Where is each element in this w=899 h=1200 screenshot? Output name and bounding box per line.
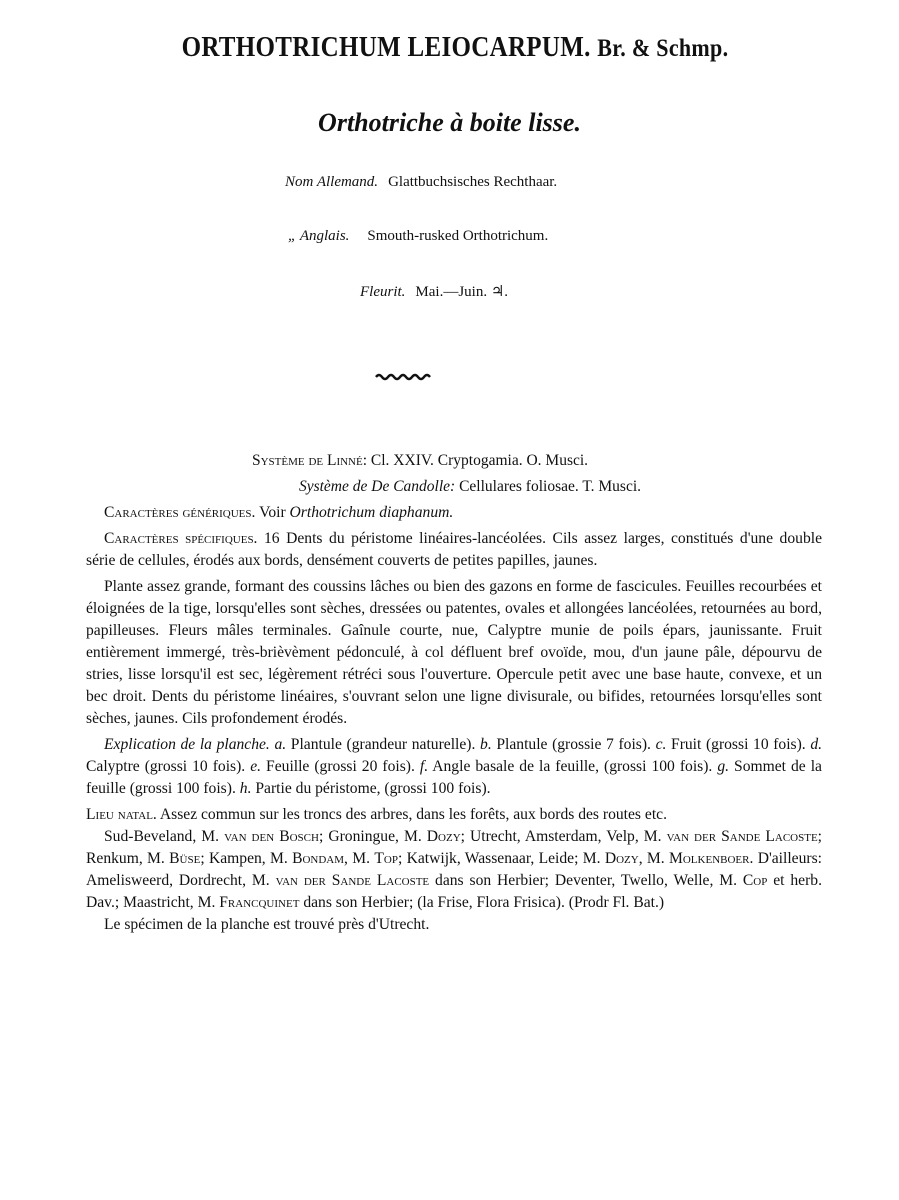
generic-text: Voir [259,504,286,521]
collector-name: Dozy [426,828,461,845]
locality-text: , M. [638,850,669,867]
linne-system [10,452,830,470]
locality-text: . D'ailleurs: Amelisweerd, Dordrecht, M. [86,850,822,889]
fig-text: Plantule (grandeur naturelle). [290,736,476,753]
collector-name: Top [374,850,398,867]
fig-letter: c. [655,736,667,753]
candolle-value: Cellulares foliosae. T. Musci. [459,478,642,495]
fig-letter: a. [274,736,287,753]
english-name-label: „ Anglais. [288,228,350,244]
fig-text: Fruit (grossi 10 fois). [671,736,806,753]
locality-text: ; Utrecht, Amsterdam, Velp, M. [460,828,667,845]
german-name-label: Nom Allemand. [285,174,379,190]
fig-text: Calyptre (grossi 10 fois). [86,758,246,775]
habitat-text: Assez commun sur les troncs des arbres, dans les forêts, aux bords des routes etc. [159,806,667,823]
collector-name: van der Sande Lacoste [666,828,818,845]
collector-name: Dozy [604,850,639,867]
fig-text: Feuille (grossi 20 fois). [266,758,415,775]
fig-text: Sommet de la feuille (grossi 100 fois). [86,758,822,797]
collector-name: van der Sande Lacoste [275,872,430,889]
localities [86,826,822,914]
locality-text: ; Renkum, M. [86,828,823,867]
native-habitat [86,804,822,826]
fig-text: Angle basale de la feuille, (grossi 100 fois). [432,758,713,775]
specific-text: 16 Dents du péristome linéaires-lancéolées. Cils assez larges, constitués d'une double série de cellules, érodés aux bords, densément couverts de petites papilles, jaunes. [86,530,822,569]
locality-text: Sud-Beveland, M. [104,828,225,845]
candolle-system [60,478,880,496]
page-title [0,32,899,64]
plant-description: Plante assez grande, formant des coussins lâches ou bien des gazons en forme de fascicules. Feuilles recourbées et éloignées de la tige, lorsqu'elles sont sèches, dressées ou patentes, ovales et allongées lancéolées, retournées au bord, papilleuses. Fleurs mâles terminales. Gaînule courte, nue, Calyptre munie de poils épars, jaunissante. Fruit entièrement immergé, très-brièvèment pédonculé, à col défluent bref ovoïde, mou, d'un jaune pâle, dépourvu de stries, lisse lorsqu'il est sec, légèrement rétréci sous l'ouverture. Opercule petit avec une base haute, convexe, et un bec droit. Dents du péristome linéaires, s'ouvrant selon une ligne divisurale, ou bifides, retournées lorsqu'elles sont sèches, jaunes. Cils profondement érodés. [86,578,822,727]
collector-name: Molkenboer [669,850,750,867]
english-name-value: Smouth-rusked Orthotrichum. [367,228,549,244]
flowering-label: Fleurit. [360,284,406,300]
description-body [86,502,822,936]
habitat-label: Lieu natal. [86,806,157,823]
flowering [360,282,508,301]
german-name-value: Glattbuchsisches Rechthaar. [388,174,558,190]
flowering-value: Mai.—Juin. ♃. [415,284,509,300]
locality-text: ; Groningue, M. [318,828,427,845]
collector-name: Francquinet [219,894,300,911]
candolle-label: Système de De Candolle: [298,478,456,495]
locality-text: dans son Herbier; Deventer, Twello, Welle, M. [429,872,743,889]
fig-letter: e. [250,758,262,775]
fig-text: Partie du péristome, (grossi 100 fois). [255,780,491,797]
locality-text: ; Katwijk, Wassenaar, Leide; M. [397,850,605,867]
fig-letter: g. [717,758,730,775]
species-authors: Br. & Schmp. [597,33,729,62]
german-name [285,174,557,191]
collector-name: Büse [169,850,201,867]
locality-text: et herb. Dav.; Maastricht, M. [86,872,822,911]
plate-label: Explication de la planche. [104,736,270,753]
generic-ref: Orthotrichum diaphanum. [289,504,454,521]
locality-text: , M. [344,850,375,867]
specific-characters [86,528,822,572]
collector-name: van den Bosch [224,828,319,845]
fig-letter: h. [239,780,252,797]
specimen-note: Le spécimen de la planche est trouvé près d'Utrecht. [104,916,430,933]
fig-letter: d. [810,736,823,753]
ornament-divider [374,370,432,384]
collector-name: Cop [742,872,768,889]
plate-explanation [86,734,822,800]
specific-label: Caractères spécifiques. [104,530,258,547]
linne-value: Cl. XXIV. Cryptogamia. O. Musci. [370,452,589,469]
locality-text: dans son Herbier; (la Frise, Flora Frisica). (Prodr Fl. Bat.) [299,894,665,911]
fig-letter: f. [419,758,429,775]
fig-text: Plantule (grossie 7 fois). [496,736,651,753]
english-name [288,228,548,245]
species-name: ORTHOTRICHUM LEIOCARPUM. [181,31,591,63]
generic-label: Caractères génériques. [104,504,256,521]
page-subtitle: Orthotriche à boite lisse. [318,108,581,137]
linne-label: Système de Linné: [251,452,368,469]
locality-text: ; Kampen, M. [200,850,293,867]
generic-characters [86,502,822,524]
collector-name: Bondam [292,850,345,867]
fig-letter: b. [480,736,492,753]
